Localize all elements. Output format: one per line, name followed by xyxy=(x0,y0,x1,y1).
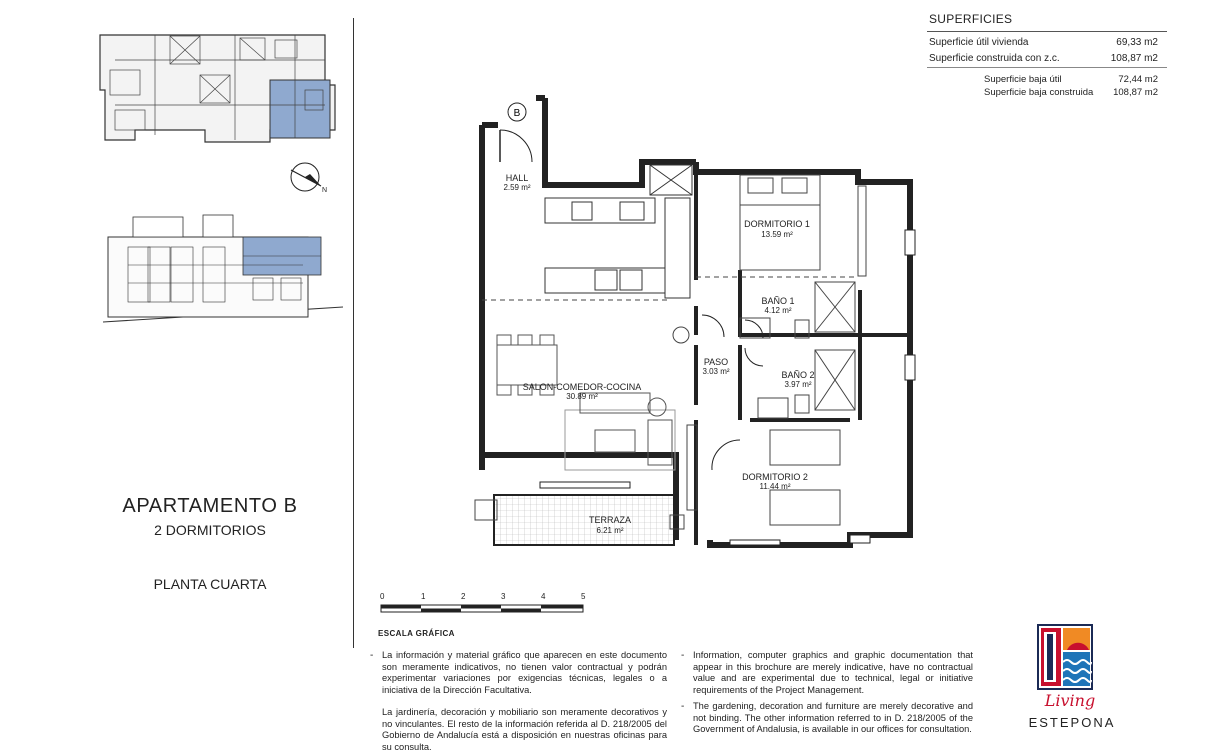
disclaimer-es-1: La información y material gráfico que aparecen en este documento son meramente indicativos, no tienen valor contractual y podrán experimentar variaciones por exigencias técnicas, legales o a iniciativa de la Dirección Facultativa. xyxy=(382,650,667,695)
room-area-bano-1: 4.12 m² xyxy=(764,306,792,315)
apartment-bedrooms: 2 DORMITORIOS xyxy=(154,522,266,538)
scale-bar xyxy=(380,602,586,616)
disclaimer-es-2: La jardinería, decoración y mobiliario son meramente decorativos y no vinculantes. El resto de la información referida al D. 218/2005 del Gobierno de Andalucía está a disposición en nuestras oficinas para su consulta. xyxy=(382,707,667,752)
scale-tick-3: 3 xyxy=(501,592,506,601)
terraza-floor xyxy=(494,495,674,545)
dining-table xyxy=(497,345,557,385)
room-label-bano-2: BAÑO 2 xyxy=(781,370,815,380)
elevation-view xyxy=(103,212,343,327)
bullet-dash: - xyxy=(370,650,374,661)
superficie-construida-label: Superficie construida con z.c. xyxy=(929,53,1060,64)
logo-wordmark: ESTEPONA xyxy=(1028,715,1116,730)
superficie-util-label: Superficie útil vivienda xyxy=(929,37,1029,48)
scale-tick-1: 1 xyxy=(421,592,426,601)
scale-tick-0: 0 xyxy=(380,592,385,601)
scale-label: ESCALA GRÁFICA xyxy=(378,629,455,638)
coffee-table xyxy=(595,430,635,452)
scale-tick-2: 2 xyxy=(461,592,466,601)
room-label-salon: SALON-COMEDOR-COCINA xyxy=(522,382,642,392)
bed-2-dormitorio-2 xyxy=(770,490,840,525)
room-area-bano-2: 3.97 m² xyxy=(784,380,812,389)
superficie-baja-util-label: Superficie baja útil xyxy=(984,74,1062,85)
bed-1-dormitorio-2 xyxy=(770,430,840,465)
living-estepona-logo xyxy=(1037,624,1093,690)
scale-tick-5: 5 xyxy=(581,592,586,601)
room-label-dormitorio-1: DORMITORIO 1 xyxy=(744,219,810,229)
room-label-bano-1: BAÑO 1 xyxy=(761,296,795,306)
floor-plan xyxy=(470,90,920,560)
superficie-baja-util-value: 72,44 m2 xyxy=(1118,74,1158,85)
superficie-baja-construida-value: 108,87 m2 xyxy=(1113,87,1158,98)
scale-tick-4: 4 xyxy=(541,592,546,601)
superficie-baja-construida-label: Superficie baja construida xyxy=(984,87,1094,98)
room-label-hall: HALL xyxy=(505,173,529,183)
rug xyxy=(565,410,675,470)
column-divider xyxy=(353,18,354,648)
north-label: N xyxy=(322,187,328,194)
superficie-util-value: 69,33 m2 xyxy=(1116,37,1158,48)
north-arrow-icon xyxy=(288,160,332,200)
superficies-title: SUPERFICIES xyxy=(929,12,1013,26)
bullet-dash: - xyxy=(681,701,685,712)
key-plan-highlight xyxy=(270,80,330,138)
bullet-dash: - xyxy=(681,650,685,661)
apartment-title: APARTAMENTO B xyxy=(122,495,298,517)
key-plan xyxy=(95,30,340,148)
room-area-terraza: 6.21 m² xyxy=(596,526,624,535)
superficies-rule xyxy=(927,31,1167,32)
disclaimer-en-1: Information, computer graphics and graphic documentation that appear in this brochure are merely indicative, have no contractual value and are experimental due to technical, legal or initiative requirements of the Project Management. xyxy=(693,650,973,695)
room-label-paso: PASO xyxy=(703,357,729,367)
room-area-salon: 30.89 m² xyxy=(566,392,598,401)
room-label-dormitorio-2: DORMITORIO 2 xyxy=(742,472,808,482)
room-area-hall: 2.59 m² xyxy=(503,183,531,192)
armchair xyxy=(648,420,672,465)
room-area-paso: 3.03 m² xyxy=(702,367,730,376)
apartment-floor: PLANTA CUARTA xyxy=(153,576,267,592)
room-label-terraza: TERRAZA xyxy=(588,515,632,525)
superficies-rule-2 xyxy=(927,67,1167,68)
superficie-construida-value: 108,87 m2 xyxy=(1110,53,1158,64)
room-area-dormitorio-1: 13.59 m² xyxy=(761,230,793,239)
disclaimer-en-2: The gardening, decoration and furniture are merely decorative and not binding. The other information referred to in D. 218/2005 of the Government of Andalusia, is available in our offices for consultation. xyxy=(693,701,973,735)
logo-script: Living xyxy=(1044,691,1096,710)
entrance-tag: B xyxy=(513,108,521,119)
room-area-dormitorio-2: 11.44 m² xyxy=(759,482,791,491)
